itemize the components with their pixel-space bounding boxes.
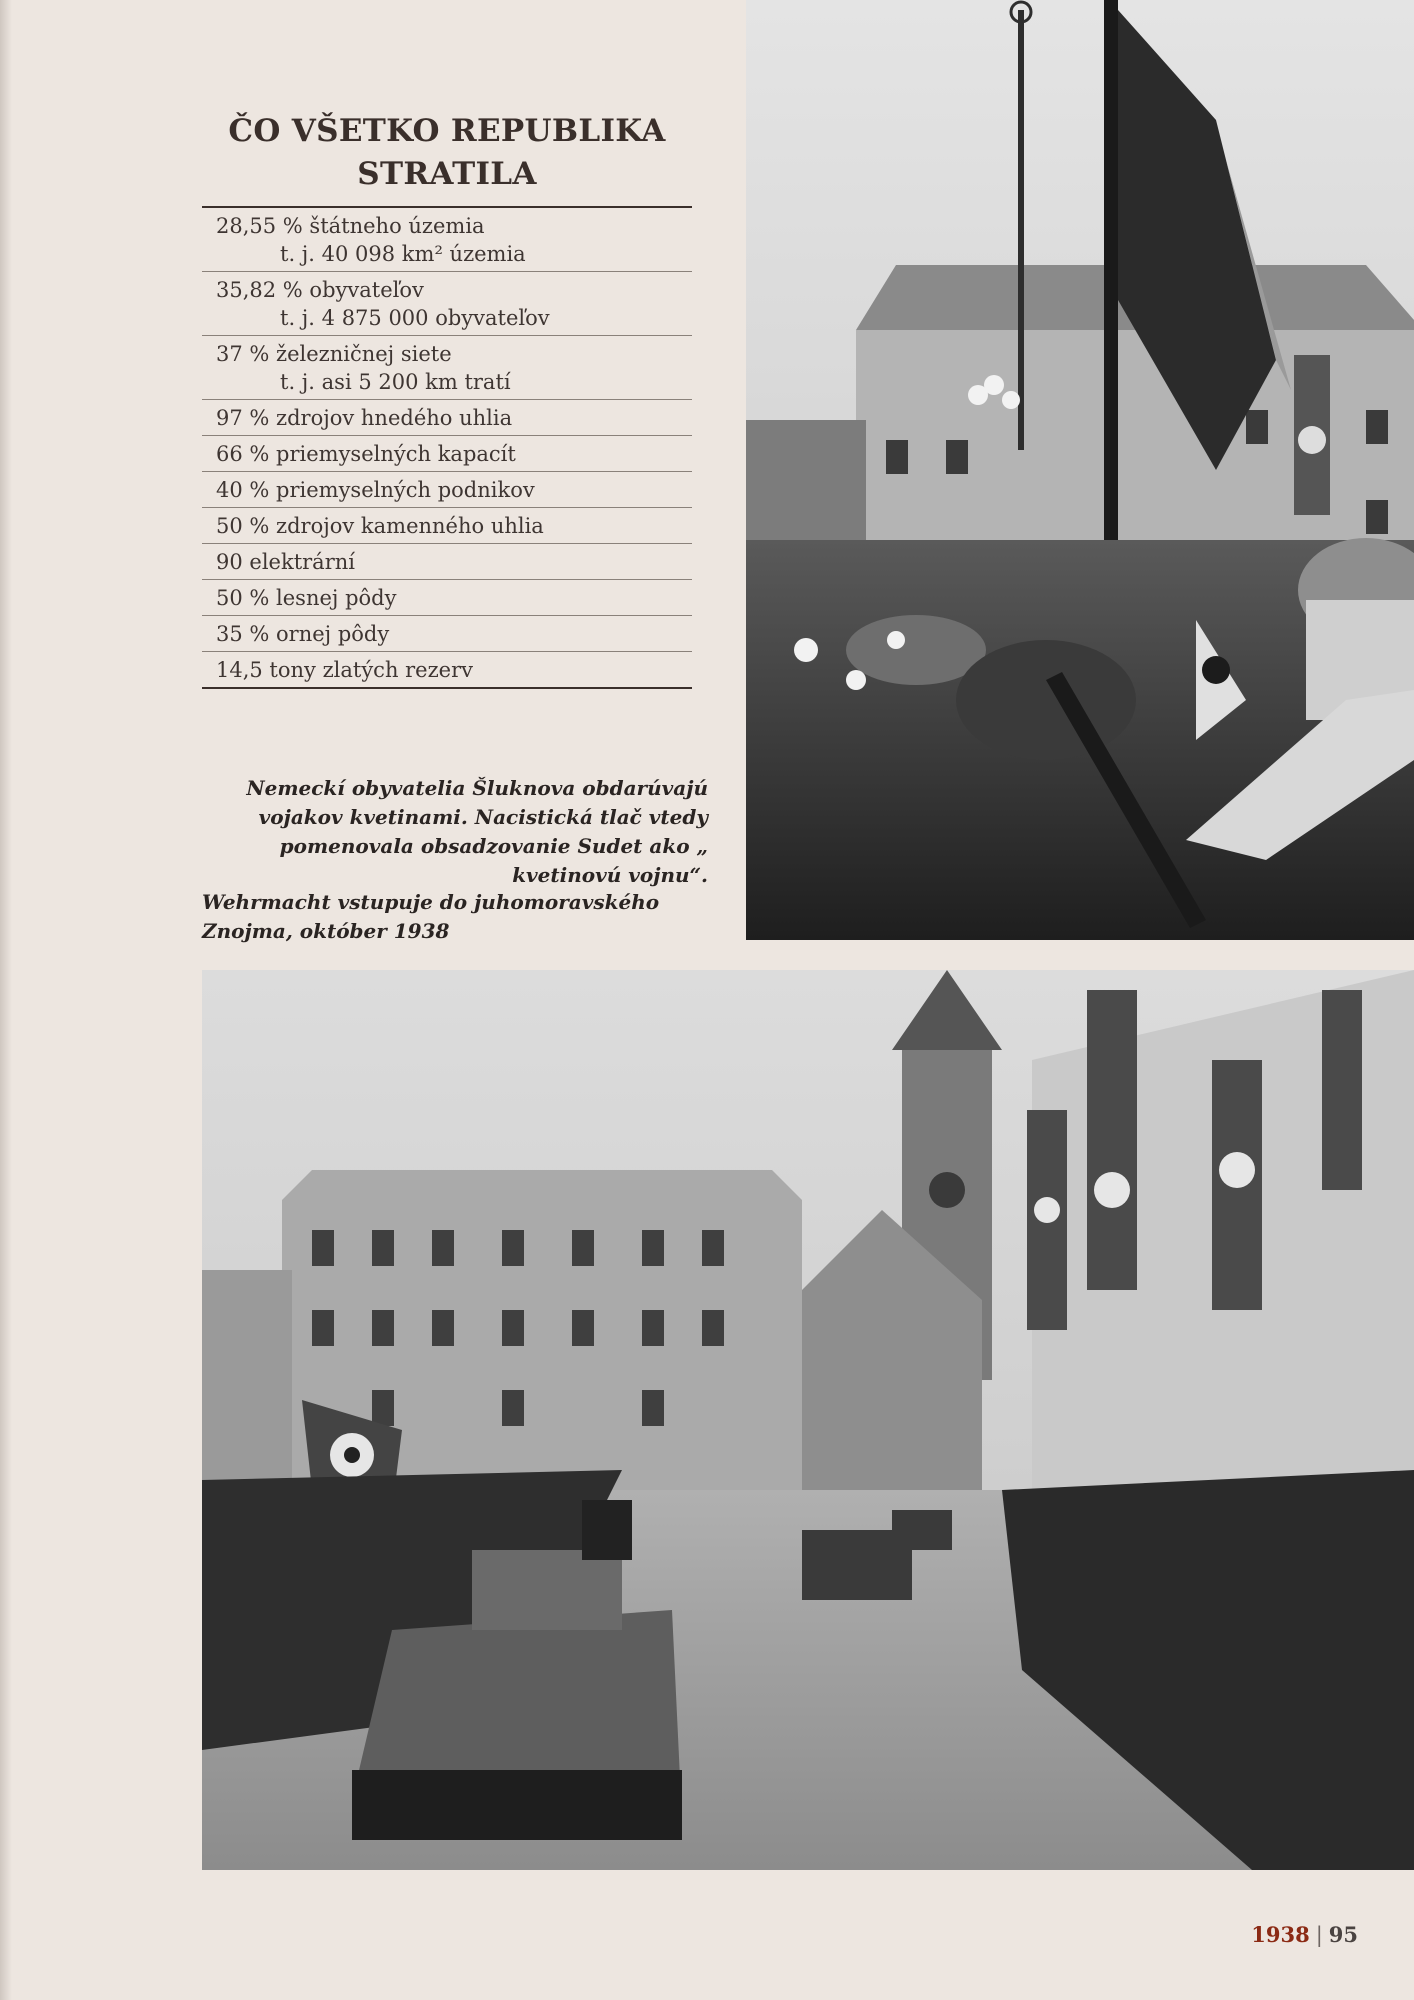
loss-row xyxy=(202,336,692,400)
bottom-photo-caption: Wehrmacht vstupuje do juhomoravského Znojma, október 1938 xyxy=(202,890,660,943)
sidebar-title xyxy=(202,110,692,206)
loss-main: 66 % priemyselných kapacít xyxy=(216,442,516,466)
loss-sub: t. j. 40 098 km² územia xyxy=(280,242,526,266)
loss-main: 28,55 % štátneho územia xyxy=(216,214,485,238)
loss-row xyxy=(202,544,692,580)
page-edge-shadow xyxy=(0,0,12,2000)
loss-row xyxy=(202,652,692,687)
loss-main: 35,82 % obyvateľov xyxy=(216,278,424,302)
loss-row xyxy=(202,616,692,652)
sidebar-title-line-1: ČO VŠETKO REPUBLIKA xyxy=(228,113,666,149)
losses-sidebar xyxy=(202,110,692,689)
losses-table xyxy=(202,206,692,689)
page-footer xyxy=(1251,1922,1358,1947)
loss-row xyxy=(202,208,692,272)
loss-main: 14,5 tony zlatých rezerv xyxy=(216,658,474,682)
loss-row xyxy=(202,272,692,336)
loss-main: 90 elektrární xyxy=(216,550,355,574)
loss-row xyxy=(202,472,692,508)
loss-main: 50 % zdrojov kamenného uhlia xyxy=(216,514,544,538)
loss-row xyxy=(202,580,692,616)
loss-row xyxy=(202,436,692,472)
photo-sluknov-soldiers xyxy=(746,0,1414,940)
top-photo-caption: Nemeckí obyvatelia Šluknova obdarúvajú vojakov kvetinami. Nacistická tlač vtedy pomenovala obsadzovanie Sudet ako „ kvetinovú vojnu“. xyxy=(246,776,708,887)
loss-main: 40 % priemyselných podnikov xyxy=(216,478,535,502)
page-number: 95 xyxy=(1328,1922,1358,1947)
loss-main: 37 % železničnej siete xyxy=(216,342,452,366)
photo-znojmo-tanks xyxy=(202,970,1414,1870)
loss-sub: t. j. asi 5 200 km tratí xyxy=(280,370,511,394)
footer-separator: | xyxy=(1315,1923,1323,1947)
loss-main: 97 % zdrojov hnedého uhlia xyxy=(216,406,513,430)
loss-main: 50 % lesnej pôdy xyxy=(216,586,397,610)
loss-row xyxy=(202,400,692,436)
footer-year: 1938 xyxy=(1251,1922,1310,1947)
loss-main: 35 % ornej pôdy xyxy=(216,622,390,646)
loss-row xyxy=(202,508,692,544)
sidebar-title-line-2: STRATILA xyxy=(357,156,537,192)
loss-sub: t. j. 4 875 000 obyvateľov xyxy=(280,306,550,330)
